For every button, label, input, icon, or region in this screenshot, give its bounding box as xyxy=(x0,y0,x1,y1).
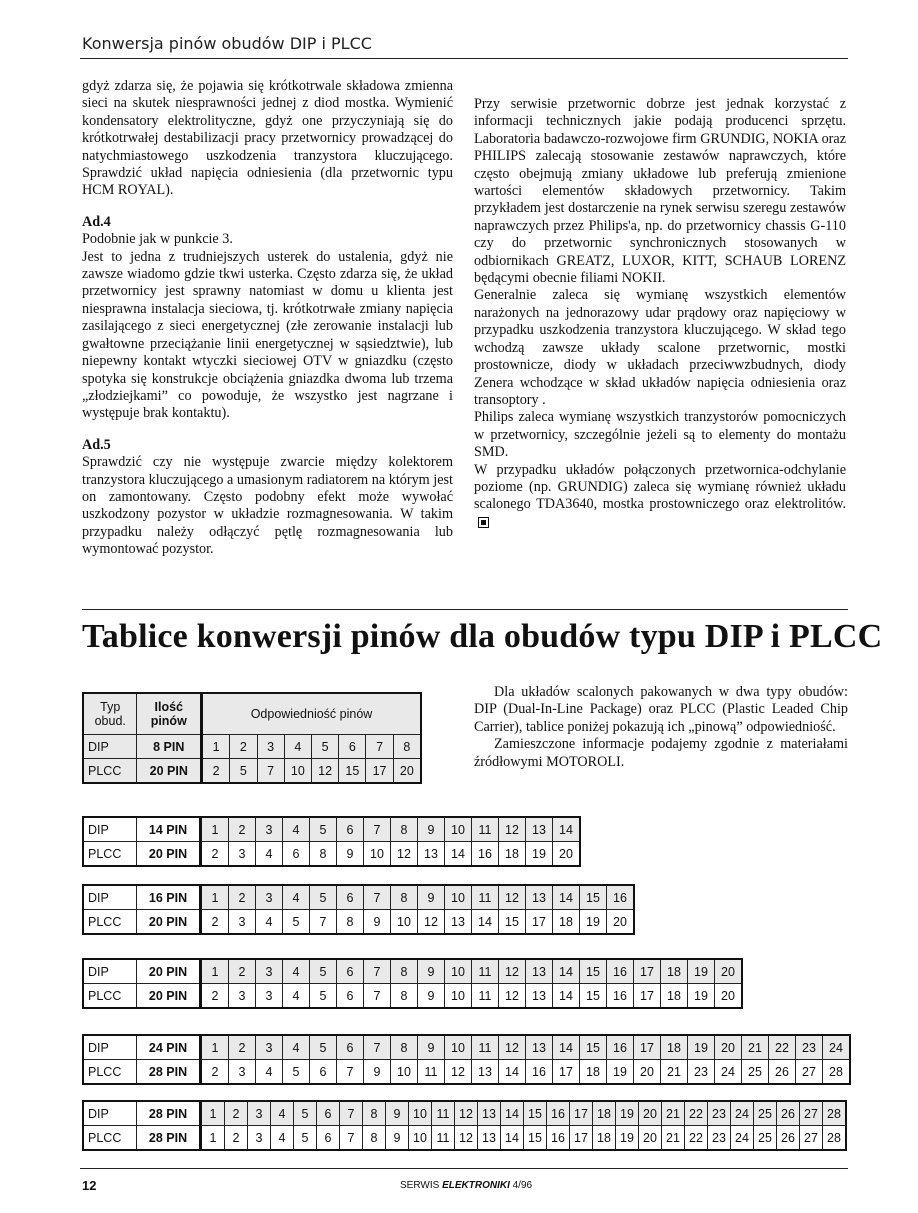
pin-cell: 5 xyxy=(310,885,337,910)
pin-cell: 12 xyxy=(311,759,338,784)
pin-cell: 17 xyxy=(526,910,553,935)
pin-cell: 13 xyxy=(526,1035,553,1060)
pin-cell: 13 xyxy=(478,1101,501,1126)
pin-cell: 10 xyxy=(445,984,472,1009)
pin-cell: 26 xyxy=(777,1126,800,1151)
pin-cell: 2 xyxy=(201,842,229,867)
pin-cell: 11 xyxy=(418,1060,445,1085)
pin-cell: 10 xyxy=(409,1126,432,1151)
pin-cell: 6 xyxy=(337,984,364,1009)
pin-table-14 xyxy=(82,816,581,867)
pin-cell: 6 xyxy=(339,735,366,759)
pin-cell: 11 xyxy=(472,1035,499,1060)
pin-cell: 19 xyxy=(616,1126,639,1151)
package-label: PLCC xyxy=(83,910,137,935)
pin-count: 20 PIN xyxy=(137,842,201,867)
header-type: Typ obud. xyxy=(83,693,137,735)
pin-cell: 13 xyxy=(526,817,553,842)
pin-count: 20 PIN xyxy=(137,984,201,1009)
pin-cell: 2 xyxy=(229,817,256,842)
pin-cell: 15 xyxy=(339,759,366,784)
pin-cell: 16 xyxy=(607,1035,634,1060)
pin-cell: 3 xyxy=(256,817,283,842)
pin-cell: 19 xyxy=(607,1060,634,1085)
pin-cell: 4 xyxy=(256,842,283,867)
pin-cell: 17 xyxy=(570,1126,593,1151)
pin-cell: 10 xyxy=(445,885,472,910)
pin-cell: 6 xyxy=(337,959,364,984)
pin-count: 16 PIN xyxy=(137,885,201,910)
pin-cell: 5 xyxy=(283,1060,310,1085)
magazine-brand: ELEKTRONIKI xyxy=(442,1180,510,1191)
pin-cell: 6 xyxy=(337,1035,364,1060)
pin-count: 24 PIN xyxy=(137,1035,201,1060)
pin-cell: 7 xyxy=(364,984,391,1009)
pin-cell: 23 xyxy=(796,1035,823,1060)
pin-cell: 11 xyxy=(472,817,499,842)
pin-cell: 22 xyxy=(685,1126,708,1151)
pin-cell: 7 xyxy=(310,910,337,935)
pin-cell: 9 xyxy=(418,984,445,1009)
pin-cell: 4 xyxy=(283,1035,310,1060)
pin-cell: 13 xyxy=(478,1126,501,1151)
pin-cell: 26 xyxy=(777,1101,800,1126)
pin-cell: 7 xyxy=(366,735,393,759)
pin-cell: 8 xyxy=(363,1126,386,1151)
pin-cell: 12 xyxy=(499,885,526,910)
pin-cell: 13 xyxy=(418,842,445,867)
pin-cell: 16 xyxy=(607,885,635,910)
magazine-name xyxy=(400,1180,532,1191)
pin-cell: 12 xyxy=(391,842,418,867)
pin-cell: 20 xyxy=(715,984,743,1009)
pin-cell: 2 xyxy=(225,1126,248,1151)
pin-cell: 18 xyxy=(580,1060,607,1085)
subheading-ad5: Ad.5 xyxy=(82,436,111,453)
pin-cell: 19 xyxy=(616,1101,639,1126)
package-label: PLCC xyxy=(83,1060,137,1085)
pin-cell: 16 xyxy=(607,959,634,984)
footer-rule xyxy=(80,1168,848,1169)
table-row xyxy=(83,842,580,867)
pin-cell: 11 xyxy=(432,1101,455,1126)
table-row xyxy=(83,984,742,1009)
pin-cell: 21 xyxy=(661,1060,688,1085)
pin-cell: 12 xyxy=(499,959,526,984)
pin-cell: 8 xyxy=(391,885,418,910)
pin-cell: 21 xyxy=(662,1126,685,1151)
pin-cell: 6 xyxy=(337,885,364,910)
pin-cell: 20 xyxy=(639,1101,662,1126)
pin-cell: 14 xyxy=(553,885,580,910)
pin-cell: 18 xyxy=(593,1126,616,1151)
pin-count: 20 PIN xyxy=(137,759,202,784)
pin-table-16 xyxy=(82,884,635,935)
pin-cell: 8 xyxy=(337,910,364,935)
pin-cell: 19 xyxy=(688,984,715,1009)
pin-cell: 17 xyxy=(553,1060,580,1085)
pin-cell: 4 xyxy=(283,959,310,984)
pin-cell: 9 xyxy=(364,910,391,935)
pin-cell: 8 xyxy=(391,959,418,984)
pin-cell: 1 xyxy=(201,1126,225,1151)
pin-cell: 3 xyxy=(257,735,284,759)
pin-cell: 5 xyxy=(310,959,337,984)
pin-cell: 3 xyxy=(248,1126,271,1151)
pin-cell: 4 xyxy=(284,735,311,759)
pin-cell: 11 xyxy=(472,984,499,1009)
paragraph: Podobnie jak w punkcie 3. xyxy=(82,231,233,248)
pin-cell: 3 xyxy=(229,842,256,867)
pin-cell: 27 xyxy=(796,1060,823,1085)
pin-cell: 10 xyxy=(391,1060,418,1085)
pin-cell: 12 xyxy=(499,817,526,842)
pin-cell: 20 xyxy=(715,1035,742,1060)
pin-cell: 4 xyxy=(283,817,310,842)
pin-cell: 24 xyxy=(731,1126,754,1151)
pin-cell: 2 xyxy=(229,885,256,910)
pin-cell: 9 xyxy=(386,1126,409,1151)
pin-cell: 7 xyxy=(340,1126,363,1151)
pin-cell: 5 xyxy=(294,1126,317,1151)
pin-cell: 27 xyxy=(800,1126,823,1151)
pin-cell: 27 xyxy=(800,1101,823,1126)
pin-cell: 10 xyxy=(445,959,472,984)
pin-cell: 7 xyxy=(364,1035,391,1060)
pin-cell: 12 xyxy=(418,910,445,935)
pin-cell: 23 xyxy=(708,1126,731,1151)
pin-cell: 7 xyxy=(340,1101,363,1126)
table-row xyxy=(83,817,580,842)
pin-cell: 3 xyxy=(229,910,256,935)
pin-cell: 3 xyxy=(256,1035,283,1060)
paragraph-text: W przypadku układów połączonych przetwornica-odchylanie poziome (np. GRUNDIG) zaleca się wymianę również układu scalonego TDA3640, mostka prostowniczego oraz elektrolitów. xyxy=(474,461,846,513)
pin-cell: 18 xyxy=(593,1101,616,1126)
pin-cell: 13 xyxy=(526,984,553,1009)
pin-cell: 13 xyxy=(445,910,472,935)
pin-cell: 6 xyxy=(310,1060,337,1085)
package-label: DIP xyxy=(83,817,137,842)
pin-cell: 4 xyxy=(271,1101,294,1126)
pin-cell: 4 xyxy=(283,885,310,910)
package-label: DIP xyxy=(83,959,137,984)
pin-cell: 9 xyxy=(364,1060,391,1085)
pin-cell: 25 xyxy=(754,1126,777,1151)
pin-cell: 8 xyxy=(391,984,418,1009)
pin-cell: 5 xyxy=(310,984,337,1009)
pin-cell: 24 xyxy=(731,1101,754,1126)
pin-cell: 17 xyxy=(634,959,661,984)
pin-cell: 10 xyxy=(284,759,311,784)
pin-cell: 8 xyxy=(393,735,421,759)
pin-cell: 3 xyxy=(248,1101,271,1126)
pin-cell: 2 xyxy=(229,959,256,984)
pin-cell: 17 xyxy=(634,984,661,1009)
paragraph: gdyż zdarza się, że pojawia się krótkotrwale składowa zmienna sieci na skutek niesprawności jednej z diod mostka. Wymienić kondensatory elektrolityczne, gdyż one przyczyniają się do krótkotrwałej destabilizacji pracy przetwornicy prowadzącej do natychmiastowego uszkodzenia tranzystora kluczującego. Sprawdzić układ napięcia odniesienia (dla przetwornic typu HCM ROYAL). xyxy=(82,78,453,199)
pin-cell: 15 xyxy=(580,885,607,910)
left-column xyxy=(82,78,453,559)
pin-cell: 17 xyxy=(366,759,393,784)
pin-cell: 1 xyxy=(201,817,229,842)
pin-count: 14 PIN xyxy=(137,817,201,842)
package-label: DIP xyxy=(83,1035,137,1060)
pin-cell: 16 xyxy=(472,842,499,867)
pin-cell: 3 xyxy=(229,984,256,1009)
pin-count: 20 PIN xyxy=(137,959,201,984)
pin-cell: 10 xyxy=(445,817,472,842)
pin-cell: 3 xyxy=(256,984,283,1009)
pin-count: 28 PIN xyxy=(137,1126,201,1151)
pin-cell: 7 xyxy=(364,817,391,842)
pin-cell: 20 xyxy=(393,759,421,784)
pin-cell: 14 xyxy=(553,1035,580,1060)
pin-cell: 15 xyxy=(499,910,526,935)
pin-cell: 7 xyxy=(337,1060,364,1085)
header-count: Ilość pinów xyxy=(137,693,202,735)
package-label: DIP xyxy=(83,735,137,759)
pin-cell: 1 xyxy=(201,1101,225,1126)
pin-count: 20 PIN xyxy=(137,910,201,935)
table-row xyxy=(83,1035,850,1060)
pin-cell: 23 xyxy=(708,1101,731,1126)
pin-cell: 12 xyxy=(499,984,526,1009)
pin-cell: 14 xyxy=(445,842,472,867)
pin-cell: 19 xyxy=(526,842,553,867)
pin-cell: 16 xyxy=(547,1126,570,1151)
pin-cell: 15 xyxy=(524,1101,547,1126)
pin-cell: 4 xyxy=(271,1126,294,1151)
pin-cell: 10 xyxy=(445,1035,472,1060)
pin-cell: 21 xyxy=(742,1035,769,1060)
pin-cell: 9 xyxy=(418,817,445,842)
pin-cell: 7 xyxy=(257,759,284,784)
pin-cell: 12 xyxy=(445,1060,472,1085)
pin-count: 28 PIN xyxy=(137,1101,201,1126)
pin-cell: 2 xyxy=(225,1101,248,1126)
page-number: 12 xyxy=(82,1178,97,1193)
pin-cell: 12 xyxy=(455,1101,478,1126)
pin-cell: 4 xyxy=(256,1060,283,1085)
section-rule xyxy=(82,609,848,610)
pin-table-28 xyxy=(82,1100,847,1151)
table-row xyxy=(83,735,421,759)
pin-cell: 8 xyxy=(363,1101,386,1126)
pin-cell: 28 xyxy=(823,1060,851,1085)
running-header: Konwersja pinów obudów DIP i PLCC xyxy=(82,34,372,53)
pin-cell: 23 xyxy=(688,1060,715,1085)
pin-count: 28 PIN xyxy=(137,1060,201,1085)
section-intro xyxy=(474,684,848,771)
paragraph-last xyxy=(474,462,846,532)
pin-cell: 15 xyxy=(580,984,607,1009)
pin-cell: 16 xyxy=(526,1060,553,1085)
pin-cell: 5 xyxy=(283,910,310,935)
pin-cell: 6 xyxy=(317,1101,340,1126)
table-row xyxy=(83,759,421,784)
pin-table-24 xyxy=(82,1034,851,1085)
pin-cell: 8 xyxy=(391,817,418,842)
pin-cell: 22 xyxy=(769,1035,796,1060)
pin-cell: 11 xyxy=(472,959,499,984)
pin-cell: 28 xyxy=(823,1101,847,1126)
table-row xyxy=(83,1060,850,1085)
table-row xyxy=(83,885,634,910)
pin-cell: 3 xyxy=(256,885,283,910)
pin-cell: 25 xyxy=(742,1060,769,1085)
pin-cell: 2 xyxy=(230,735,257,759)
pin-cell: 18 xyxy=(661,959,688,984)
pin-cell: 14 xyxy=(553,817,581,842)
pin-cell: 13 xyxy=(526,959,553,984)
pin-cell: 5 xyxy=(310,1035,337,1060)
pin-cell: 10 xyxy=(364,842,391,867)
subheading-ad4: Ad.4 xyxy=(82,213,111,230)
pin-cell: 21 xyxy=(662,1101,685,1126)
pin-cell: 14 xyxy=(501,1101,524,1126)
paragraph: Dla układów scalonych pakowanych w dwa typy obudów: DIP (Dual-In-Line Package) oraz PLCC (Plastic Leaded Chip Carrier), tablice poniżej pokazują ich „pinową” odpowiedniość. xyxy=(474,684,848,735)
pin-cell: 14 xyxy=(472,910,499,935)
pin-cell: 25 xyxy=(754,1101,777,1126)
pin-cell: 14 xyxy=(499,1060,526,1085)
pin-cell: 11 xyxy=(432,1126,455,1151)
pin-cell: 18 xyxy=(499,842,526,867)
package-label: DIP xyxy=(83,885,137,910)
pin-cell: 8 xyxy=(310,842,337,867)
pin-cell: 16 xyxy=(547,1101,570,1126)
pin-cell: 2 xyxy=(201,1060,229,1085)
pin-cell: 20 xyxy=(715,959,743,984)
pin-cell: 26 xyxy=(769,1060,796,1085)
pin-cell: 19 xyxy=(688,959,715,984)
pin-cell: 13 xyxy=(472,1060,499,1085)
pin-cell: 14 xyxy=(553,984,580,1009)
pin-cell: 9 xyxy=(418,959,445,984)
end-of-article-icon xyxy=(478,517,489,528)
magazine-prefix: SERWIS xyxy=(400,1180,440,1191)
table-row xyxy=(83,1126,846,1151)
pin-cell: 5 xyxy=(311,735,338,759)
pin-cell: 5 xyxy=(294,1101,317,1126)
pin-cell: 3 xyxy=(256,959,283,984)
pin-table-20 xyxy=(82,958,743,1009)
pin-cell: 20 xyxy=(634,1060,661,1085)
pin-cell: 24 xyxy=(715,1060,742,1085)
pin-cell: 2 xyxy=(201,910,229,935)
pin-cell: 17 xyxy=(570,1101,593,1126)
pin-cell: 9 xyxy=(418,885,445,910)
pin-cell: 8 xyxy=(391,1035,418,1060)
pin-cell: 13 xyxy=(526,885,553,910)
pin-cell: 5 xyxy=(310,817,337,842)
pin-cell: 10 xyxy=(409,1101,432,1126)
paragraph: Zamieszczone informacje podajemy zgodnie z materiałami źródłowymi MOTOROLI. xyxy=(474,736,848,770)
pin-cell: 28 xyxy=(823,1126,847,1151)
pin-cell: 12 xyxy=(455,1126,478,1151)
package-label: PLCC xyxy=(83,984,137,1009)
pin-cell: 3 xyxy=(229,1060,256,1085)
pin-cell: 1 xyxy=(201,885,229,910)
pin-cell: 9 xyxy=(418,1035,445,1060)
pin-cell: 6 xyxy=(283,842,310,867)
package-label: PLCC xyxy=(83,1126,137,1151)
package-label: PLCC xyxy=(83,842,137,867)
pin-cell: 1 xyxy=(201,1035,229,1060)
pin-cell: 15 xyxy=(580,1035,607,1060)
pin-cell: 19 xyxy=(688,1035,715,1060)
package-label: PLCC xyxy=(83,759,137,784)
pin-cell: 9 xyxy=(386,1101,409,1126)
right-column xyxy=(474,96,846,531)
pin-cell: 20 xyxy=(639,1126,662,1151)
pin-cell: 7 xyxy=(364,885,391,910)
pin-cell: 2 xyxy=(201,984,229,1009)
pin-cell: 6 xyxy=(337,817,364,842)
paragraph: Jest to jedna z trudniejszych usterek do ustalenia, gdyż nie zawsze wiadomo gdzie tkwi usterka. Często zdarza się, że układ przetwornicy jest sprawny natomiast w domu u klienta jest niesprawna instalacja sieciowa, tj. krótkotrwałe zmiany napięcia zasilającego z sieci energetycznej (złe zerowanie instalacji lub gwałtowne przeciążanie linii energetycznej w sąsiedztwie), lub niepewny kontakt wtyczki sieciowej OTV w gniazdku (często spotyka się konstrukcje obciążenia gniazdka dwoma lub trzema „złodziejkami” co powoduje, że wszystko jest nagrzane i występuje brak kontaktu). xyxy=(82,248,453,422)
pin-cell: 1 xyxy=(202,735,230,759)
pin-cell: 1 xyxy=(201,959,229,984)
pin-cell: 9 xyxy=(337,842,364,867)
pin-cell: 17 xyxy=(634,1035,661,1060)
paragraph: Philips zaleca wymianę wszystkich tranzystorów pomocniczych w przetwornicy, szczególnie jeżeli są to elementy do montażu SMD. xyxy=(474,409,846,461)
pin-cell: 18 xyxy=(661,984,688,1009)
pin-cell: 4 xyxy=(256,910,283,935)
pin-cell: 16 xyxy=(607,984,634,1009)
package-label: DIP xyxy=(83,1101,137,1126)
magazine-issue: 4/96 xyxy=(512,1180,533,1191)
pin-cell: 19 xyxy=(580,910,607,935)
header-mapping: Odpowiedniość pinów xyxy=(202,693,421,735)
header-rule xyxy=(80,58,848,59)
table-row xyxy=(83,959,742,984)
paragraph: Sprawdzić czy nie występuje zwarcie między kolektorem tranzystora kluczującego a umasionym radiatorem na którym jest on zamontowany. Często podobny efekt może wywołać uszkodzony pozystor w układzie rozmagnesowania. W takim przypadku należy odłączyć pętlę rozmagnesowania lub wymontować pozystor. xyxy=(82,454,453,558)
pin-cell: 22 xyxy=(685,1101,708,1126)
pin-cell: 6 xyxy=(317,1126,340,1151)
section-title: Tablice konwersji pinów dla obudów typu DIP i PLCC xyxy=(82,618,883,655)
paragraph: Przy serwisie przetwornic dobrze jest jednak korzystać z informacji technicznych jakie podają producenci sprzętu. Laboratoria badawczo-rozwojowe firm GRUNDIG, NOKIA oraz PHILIPS zalecają stosowanie zestawów naprawczych, które często obejmują zmiany układowe lub preferują zmienione wartości elementów składowych przetwornicy. Takim przykładem jest dostarczenie na rynek serwisu szeregu zestawów naprawczych przez Philips'a, np. do przetwornicy chassis G-110 czy do przetwornic synchronicznych stosowanych w odbiornikach GREATZ, LUXOR, KITT, SCHAUB LORENZ będącymi obecnie filiami NOKII. xyxy=(474,96,846,287)
pin-cell: 14 xyxy=(501,1126,524,1151)
pin-count: 8 PIN xyxy=(137,735,202,759)
pin-cell: 10 xyxy=(391,910,418,935)
pin-cell: 14 xyxy=(553,959,580,984)
pin-cell: 18 xyxy=(661,1035,688,1060)
pin-cell: 2 xyxy=(202,759,230,784)
paragraph: Generalnie zaleca się wymianę wszystkich elementów narażonych na jednorazowy udar prądowy oraz napięciowy w przypadku uszkodzenia tranzystora kluczującego. W skład tego wchodzą zawsze układy scalone przetwornic, mostki prostownicze, diody w układach przeciwwzbudnych, diody Zenera wchodzące w skład układów napięcia odniesienia oraz transoptory . xyxy=(474,287,846,408)
pin-cell: 2 xyxy=(229,1035,256,1060)
pin-cell: 15 xyxy=(524,1126,547,1151)
table-row xyxy=(83,910,634,935)
pin-cell: 20 xyxy=(607,910,635,935)
pin-cell: 5 xyxy=(230,759,257,784)
pin-table-8 xyxy=(82,692,422,784)
pin-cell: 24 xyxy=(823,1035,851,1060)
pin-cell: 4 xyxy=(283,984,310,1009)
pin-cell: 20 xyxy=(553,842,581,867)
pin-cell: 11 xyxy=(472,885,499,910)
pin-cell: 7 xyxy=(364,959,391,984)
pin-cell: 12 xyxy=(499,1035,526,1060)
table-row xyxy=(83,1101,846,1126)
pin-cell: 18 xyxy=(553,910,580,935)
pin-cell: 15 xyxy=(580,959,607,984)
